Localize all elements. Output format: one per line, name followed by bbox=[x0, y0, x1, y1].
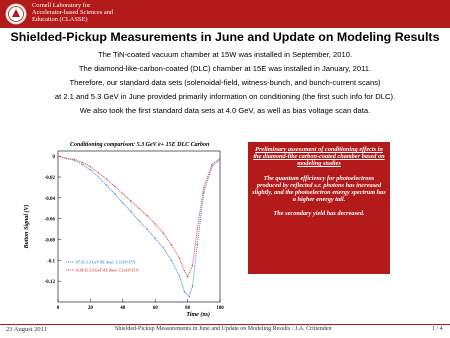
series-2-point bbox=[155, 223, 156, 224]
x-tick-label: 100 bbox=[216, 306, 224, 311]
header-bar bbox=[0, 0, 450, 28]
footer-divider bbox=[0, 324, 450, 325]
series-2-point bbox=[130, 200, 131, 201]
page-number: 1 / 4 bbox=[432, 326, 443, 332]
series-2-point bbox=[138, 208, 139, 209]
series-2-point bbox=[106, 178, 107, 179]
series-1-point bbox=[138, 220, 139, 221]
series-1-point bbox=[98, 176, 99, 177]
intro-line-5: We also took the first standard data sets at 4.0 GeV, as well as bias voltage scan data. bbox=[79, 106, 371, 115]
series-2-point bbox=[98, 172, 99, 173]
series-1-point bbox=[155, 238, 156, 239]
series-2-point bbox=[90, 166, 91, 167]
series-1-point bbox=[146, 228, 147, 229]
series-1-point bbox=[184, 291, 185, 292]
intro-line-2: The diamond-like-carbon-coated (DLC) chamber at 15E was installed in January, 2011. bbox=[78, 64, 372, 73]
series-2-point bbox=[65, 158, 66, 159]
series-1-point bbox=[106, 185, 107, 186]
x-axis-label: Time (ns) bbox=[186, 312, 210, 318]
series-2-point bbox=[203, 187, 204, 188]
series-2-point bbox=[114, 186, 115, 187]
series-1-point bbox=[179, 275, 180, 276]
lab-line-2: Accelerator-based Sciences and bbox=[32, 9, 114, 17]
series-2-point bbox=[197, 228, 198, 229]
series-2-point bbox=[57, 156, 58, 157]
y-tick-label: -0.06 bbox=[44, 217, 55, 223]
legend-label-1: 07/11 5.3 GeV 8E dose: 3.7x10^{??} bbox=[76, 259, 136, 265]
x-tick-label: 80 bbox=[185, 306, 191, 311]
x-tick-label: 20 bbox=[87, 306, 93, 311]
series-2-point bbox=[179, 258, 180, 259]
footer-date: 23 August 2011 bbox=[6, 326, 47, 333]
y-tick-label: 0 bbox=[52, 155, 55, 161]
series-1-point bbox=[163, 247, 164, 248]
series-2-point bbox=[146, 215, 147, 216]
y-tick-label: -0.1 bbox=[47, 259, 55, 265]
callout-paragraph-1: The quantum efficiency for photoelectrons produced by reflected s.r. photons has increased slightly, and the photoelectron energy spectrum has a higher energy tail. bbox=[252, 175, 386, 203]
series-2-point bbox=[82, 162, 83, 163]
intro-line-1: The TiN-coated vacuum chamber at 15W was installed in September, 2010. bbox=[97, 50, 353, 59]
series-1-point bbox=[189, 296, 190, 297]
series-1-point bbox=[171, 260, 172, 261]
series-2-point bbox=[192, 265, 193, 266]
x-tick-label: 60 bbox=[152, 306, 158, 311]
series-2-point bbox=[74, 159, 75, 160]
series-1-point bbox=[122, 202, 123, 203]
series-2-point bbox=[163, 233, 164, 234]
y-tick-label: -0.12 bbox=[44, 280, 55, 286]
chart-title: Conditioning comparison: 5.3 GeV e+ 15E DLC Carbon bbox=[70, 142, 210, 148]
lab-line-3: Education (CLASSE) bbox=[32, 16, 88, 24]
y-axis-label: Button Signal (V) bbox=[24, 204, 30, 249]
series-2-point bbox=[219, 158, 220, 159]
series-1-point bbox=[130, 211, 131, 212]
y-tick-label: -0.04 bbox=[44, 196, 55, 202]
intro-line-3: Therefore, our standard data sets (solenoidal-field, witness-bunch, and bunch-current scans) bbox=[69, 78, 381, 87]
lab-name bbox=[32, 2, 113, 24]
cornell-seal-icon bbox=[5, 3, 27, 25]
series-2-point bbox=[122, 193, 123, 194]
series-1-point bbox=[114, 193, 115, 194]
intro-line-4: at 2.1 and 5.3 GeV in June provided primarily information on conditioning (the first such info for DLC). bbox=[54, 92, 396, 101]
series-1-point bbox=[82, 164, 83, 165]
series-2-point bbox=[171, 244, 172, 245]
y-tick-label: -0.02 bbox=[44, 176, 55, 182]
series-2-point bbox=[184, 270, 185, 271]
assessment-callout bbox=[248, 142, 390, 274]
series-1-point bbox=[192, 286, 193, 287]
series-1-point bbox=[197, 244, 198, 245]
footer bbox=[0, 322, 450, 338]
x-tick-label: 0 bbox=[56, 306, 60, 311]
x-tick-label: 40 bbox=[120, 306, 126, 311]
lab-line-1: Cornell Laboratory for bbox=[32, 2, 91, 9]
series-1-point bbox=[90, 169, 91, 170]
y-tick-label: -0.08 bbox=[44, 238, 55, 244]
callout-paragraph-2: The secondary yield has decreased. bbox=[273, 210, 365, 217]
conditioning-chart bbox=[20, 138, 230, 318]
legend-label-2: 6/10/11 5.3 GeV 8E dose: 7.5x10^{??} bbox=[76, 267, 139, 273]
plot-area bbox=[58, 151, 220, 302]
slide-title: Shielded-Pickup Measurements in June and Update on Modeling Results bbox=[10, 30, 440, 44]
footer-title: Shielded-Pickup Measurements in June and Update on Modeling Results / J.A. Crittenden bbox=[115, 326, 332, 332]
series-2-point bbox=[211, 164, 212, 165]
series-2-point bbox=[187, 276, 188, 277]
callout-heading: Preliminary assessment of conditioning effects in the diamond-like carbon-coated chamber based on modeling studies bbox=[253, 146, 385, 167]
